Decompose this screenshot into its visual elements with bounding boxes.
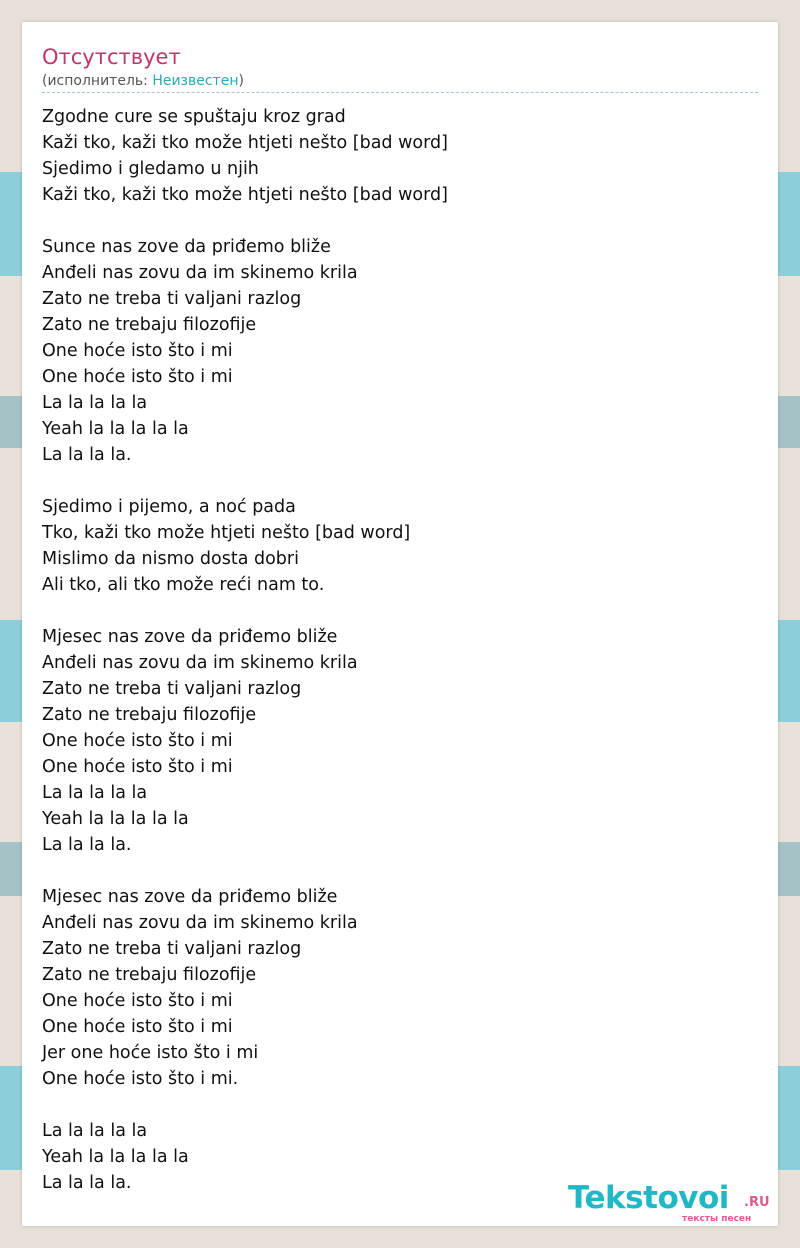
lyric-line: Zato ne trebaju filozofije [42,705,257,725]
lyric-line: La la la la la [42,1121,148,1141]
lyric-line: Kaži tko, kaži tko može htjeti nešto [bad word] [42,185,448,205]
lyric-line: Sunce nas zove da priđemo bliže [42,237,331,257]
lyric-line: One hoće isto što i mi [42,341,233,361]
artist-suffix: ) [238,73,244,89]
lyric-line: La la la la la [42,783,148,803]
logo-wordmark: Tekstovoi [568,1180,729,1216]
lyric-line: Mjesec nas zove da priđemo bliže [42,627,338,647]
lyrics-stanza [42,104,758,208]
lyrics-stanza [42,884,758,1092]
lyric-line: Zato ne treba ti valjani razlog [42,939,302,959]
lyric-line: Zgodne cure se spuštaju kroz grad [42,107,346,127]
lyric-line: One hoće isto što i mi. [42,1069,239,1089]
lyric-line: One hoće isto što i mi [42,1017,233,1037]
site-logo[interactable] [568,1180,778,1226]
lyric-line: Anđeli nas zovu da im skinemo krila [42,263,358,283]
lyric-line: Sjedimo i gledamo u njih [42,159,259,179]
lyric-line: La la la la. [42,835,132,855]
lyrics-stanza [42,624,758,858]
logo-tagline: тексты песен [682,1214,752,1224]
lyric-line: Sjedimo i pijemo, a noć pada [42,497,296,517]
lyric-line: Zato ne trebaju filozofije [42,965,257,985]
lyric-line: Anđeli nas zovu da im skinemo krila [42,913,358,933]
lyric-line: La la la la. [42,445,132,465]
lyric-line: Anđeli nas zovu da im skinemo krila [42,653,358,673]
lyric-line: Jer one hoće isto što i mi [42,1043,259,1063]
artist-prefix: (исполнитель: [42,73,153,89]
lyric-line: Ali tko, ali tko može reći nam to. [42,575,325,595]
title-divider [42,92,758,93]
lyric-line: One hoće isto što i mi [42,991,233,1011]
lyric-line: One hoće isto što i mi [42,757,233,777]
lyrics-card [22,22,778,1226]
lyrics-stanza [42,494,758,598]
lyric-line: One hoće isto što i mi [42,367,233,387]
lyric-line: Mjesec nas zove da priđemo bliže [42,887,338,907]
lyric-line: Mislimo da nismo dosta dobri [42,549,299,569]
lyric-line: Yeah la la la la la [42,809,189,829]
song-title: Отсутствует [42,45,181,69]
lyric-line: La la la la la [42,393,148,413]
lyrics-text [42,104,758,1222]
lyric-line: Zato ne treba ti valjani razlog [42,289,302,309]
artist-link[interactable]: Неизвестен [152,73,239,89]
lyric-line: La la la la. [42,1173,132,1193]
lyric-line: Tko, kaži tko može htjeti nešto [bad word] [42,523,411,543]
lyric-line: One hoće isto što i mi [42,731,233,751]
lyric-line: Zato ne treba ti valjani razlog [42,679,302,699]
lyric-line: Kaži tko, kaži tko može htjeti nešto [bad word] [42,133,448,153]
lyrics-stanza [42,234,758,468]
lyric-line: Yeah la la la la la [42,419,189,439]
lyric-line: Yeah la la la la la [42,1147,189,1167]
logo-domain: .RU [744,1195,770,1210]
lyric-line: Zato ne trebaju filozofije [42,315,257,335]
artist-line [42,72,244,90]
